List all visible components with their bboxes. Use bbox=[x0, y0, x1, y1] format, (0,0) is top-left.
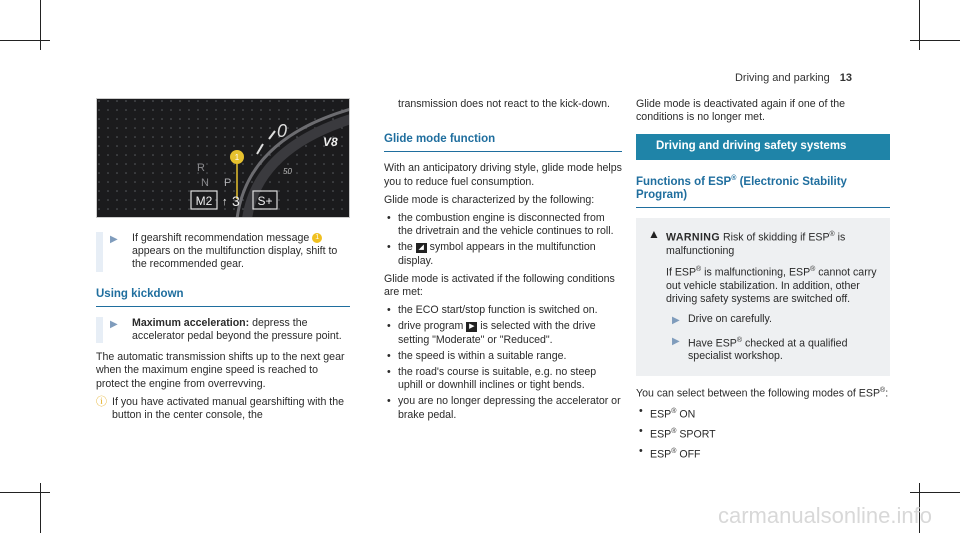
list-item: • ESP® ON bbox=[636, 405, 890, 422]
section-heading: Functions of ESP® (Electronic Stability Program) bbox=[636, 172, 890, 209]
watermark: carmanualsonline.info bbox=[717, 503, 932, 528]
svg-text:3: 3 bbox=[232, 193, 240, 209]
instruction-step: ▶ Have ESP® checked at a qualified specialist workshop. bbox=[672, 335, 848, 363]
instruction-step: ▶ If gearshift recommendation message 1 appears on the multifunction display, shift to the recommended gear. bbox=[96, 232, 350, 272]
paragraph: You can select between the following modes of ESP®: bbox=[636, 386, 889, 400]
warning-box: ▲ WARNING Risk of skidding if ESP® is malfunctioning If ESP® is malfunctioning, ESP® cannot carry out vehicle stabilization. In addition, other driving safety systems are switched off. ▶ Drive on carefully. ▶ Have ESP® checked at a qualified specialist workshop. bbox=[636, 218, 890, 375]
page-header bbox=[735, 72, 852, 84]
paragraph: transmission does not react to the kick-down. bbox=[398, 98, 610, 110]
crop-mark bbox=[910, 40, 960, 41]
step-arrow-icon: ▶ bbox=[672, 335, 680, 347]
svg-text:R: R bbox=[197, 162, 205, 174]
list-item: • the road's course is suitable, e.g. no steep uphill or downhill inclines or tight bends. bbox=[384, 366, 622, 392]
svg-text:P: P bbox=[224, 177, 232, 189]
instruction-step: ▶ Drive on carefully. bbox=[672, 312, 772, 326]
instrument-cluster-image bbox=[96, 98, 350, 218]
step-arrow-icon: ▶ bbox=[672, 314, 680, 326]
paragraph: Glide mode is characterized by the following: bbox=[384, 193, 595, 206]
crop-mark bbox=[0, 40, 50, 41]
list-item: • the combustion engine is disconnected from the drivetrain and the vehicle continues to roll. bbox=[384, 212, 622, 238]
svg-text:S+: S+ bbox=[257, 194, 273, 208]
callout-number-icon: 1 bbox=[312, 233, 322, 243]
page-number: 13 bbox=[839, 72, 852, 84]
list-item: • ESP® OFF bbox=[636, 445, 890, 462]
crop-mark bbox=[40, 483, 41, 533]
crop-mark bbox=[0, 492, 50, 493]
step-arrow-icon: ▶ bbox=[110, 318, 118, 330]
crop-mark bbox=[40, 0, 41, 50]
paragraph: With an anticipatory driving style, glide mode helps you to reduce fuel consumption. bbox=[384, 162, 622, 188]
info-icon: ⓘ bbox=[96, 395, 107, 408]
crop-mark bbox=[919, 0, 920, 50]
glide-mode-icon: ◢ bbox=[416, 243, 427, 253]
chapter-band: Driving and driving safety systems bbox=[636, 134, 890, 159]
warning-icon: ▲ bbox=[648, 227, 660, 242]
svg-text:1: 1 bbox=[234, 153, 240, 162]
cluster-illustration bbox=[97, 99, 350, 218]
list-item: • the ◢ symbol appears in the multifunction display. bbox=[384, 241, 622, 267]
svg-text:50: 50 bbox=[283, 167, 292, 176]
list-item: • you are no longer depressing the accelerator or brake pedal. bbox=[384, 395, 622, 421]
instruction-step: ▶ Maximum acceleration: depress the accelerator pedal beyond the pressure point. bbox=[96, 317, 350, 343]
section-heading: Glide mode function bbox=[384, 133, 622, 152]
paragraph: Glide mode is deactivated again if one of the conditions is no longer met. bbox=[636, 98, 846, 124]
section-heading: Using kickdown bbox=[96, 288, 350, 307]
list-item: • the speed is within a suitable range. bbox=[384, 350, 622, 363]
list-item: • the ECO start/stop function is switched on. bbox=[384, 304, 622, 317]
crop-mark bbox=[910, 492, 960, 493]
svg-text:V8: V8 bbox=[323, 135, 338, 149]
list-item: • ESP® SPORT bbox=[636, 425, 890, 442]
svg-text:↑: ↑ bbox=[222, 196, 228, 208]
esp-mode-list bbox=[636, 405, 890, 461]
step-arrow-icon: ▶ bbox=[110, 234, 118, 245]
section-title: Driving and parking bbox=[734, 72, 830, 84]
bullet-list bbox=[384, 304, 622, 422]
column-3 bbox=[636, 98, 890, 467]
svg-text:0: 0 bbox=[277, 121, 288, 141]
info-note: ⓘ If you have activated manual gearshifting with the button in the center console, the bbox=[96, 395, 345, 422]
drive-program-icon: ▶ bbox=[466, 322, 477, 332]
paragraph: The automatic transmission shifts up to the next gear when the maximum engine speed is reached to protect the engine from overrevving. bbox=[96, 351, 345, 390]
paragraph: Glide mode is activated if the following conditions are met: bbox=[384, 272, 615, 299]
column-2 bbox=[384, 98, 622, 427]
bullet-list bbox=[384, 212, 622, 268]
list-item: • drive program ▶ is selected with the drive setting "Moderate" or "Reduced". bbox=[384, 320, 622, 346]
svg-text:M2: M2 bbox=[195, 194, 213, 208]
column-1 bbox=[96, 98, 350, 426]
svg-text:N: N bbox=[201, 177, 209, 189]
